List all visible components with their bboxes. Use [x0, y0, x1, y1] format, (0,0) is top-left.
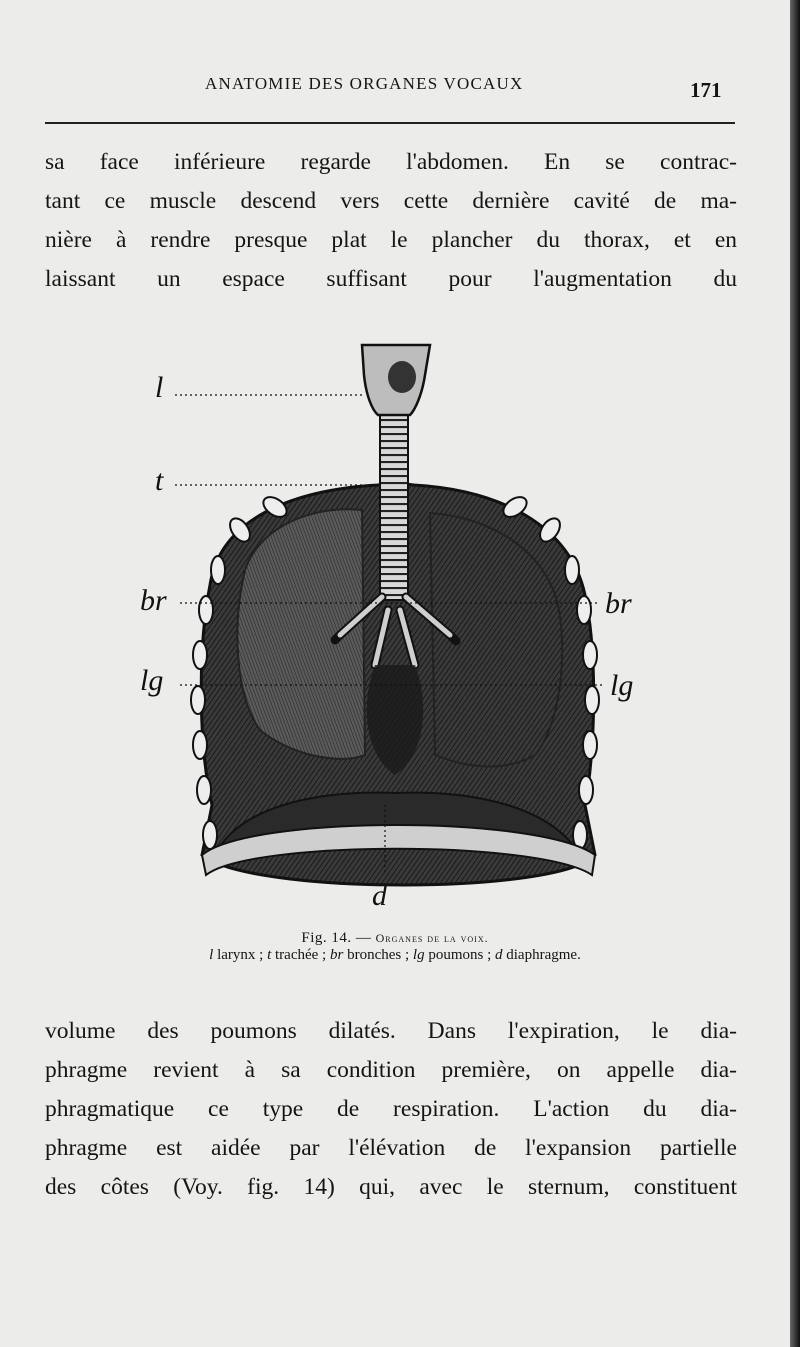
- legend-key: lg: [412, 947, 425, 963]
- figure-number: Fig. 14. —: [301, 930, 372, 946]
- text-line: tant ce muscle descend vers cette dernière cavité de ma-: [45, 188, 737, 214]
- text-line: phragme revient à sa condition première, on appelle dia-: [45, 1057, 737, 1083]
- label-br-left: br: [140, 584, 167, 617]
- label-lg-left: lg: [140, 664, 164, 697]
- running-header: ANATOMIE DES ORGANES VOCAUX: [205, 74, 524, 93]
- legend-text: bronches ;: [347, 947, 410, 963]
- figure-title: Organes de la voix.: [375, 931, 489, 945]
- label-d: d: [372, 879, 387, 912]
- legend-text: trachée ;: [275, 947, 327, 963]
- label-br-right: br: [605, 587, 632, 620]
- text-line: des côtes (Voy. fig. 14) qui, avec le sternum, constituent: [45, 1174, 737, 1200]
- text-line: phragmatique ce type de respiration. L'action du dia-: [45, 1096, 737, 1122]
- paragraph-bottom: [45, 1012, 737, 1207]
- legend-text: poumons ;: [428, 947, 492, 963]
- legend-text: larynx ;: [217, 947, 264, 963]
- paragraph-top: [45, 143, 737, 299]
- legend-key: d: [495, 947, 503, 963]
- respiratory-organs-engraving: [140, 335, 660, 925]
- page-edge-shadow: [790, 0, 800, 1347]
- figure-caption-legend: [0, 947, 790, 964]
- label-t: t: [155, 464, 164, 497]
- text-line: volume des poumons dilatés. Dans l'expiration, le dia-: [45, 1018, 737, 1044]
- text-line: nière à rendre presque plat le plancher du thorax, et en: [45, 227, 737, 253]
- label-l: l: [155, 371, 164, 404]
- legend-key: l: [209, 947, 214, 963]
- trachea: [380, 405, 408, 600]
- legend-key: t: [267, 947, 272, 963]
- text-line: sa face inférieure regarde l'abdomen. En se contrac-: [45, 149, 737, 175]
- figure-caption-title: [0, 930, 790, 947]
- page-number: 171: [690, 78, 722, 102]
- text-line: phragme est aidée par l'élévation de l'expansion partielle: [45, 1135, 737, 1161]
- label-lg-right: lg: [610, 669, 634, 702]
- text-line: laissant un espace suffisant pour l'augmentation du: [45, 266, 737, 292]
- legend-key: br: [329, 947, 344, 963]
- legend-text: diaphragme.: [506, 947, 581, 963]
- header-rule: [45, 122, 735, 124]
